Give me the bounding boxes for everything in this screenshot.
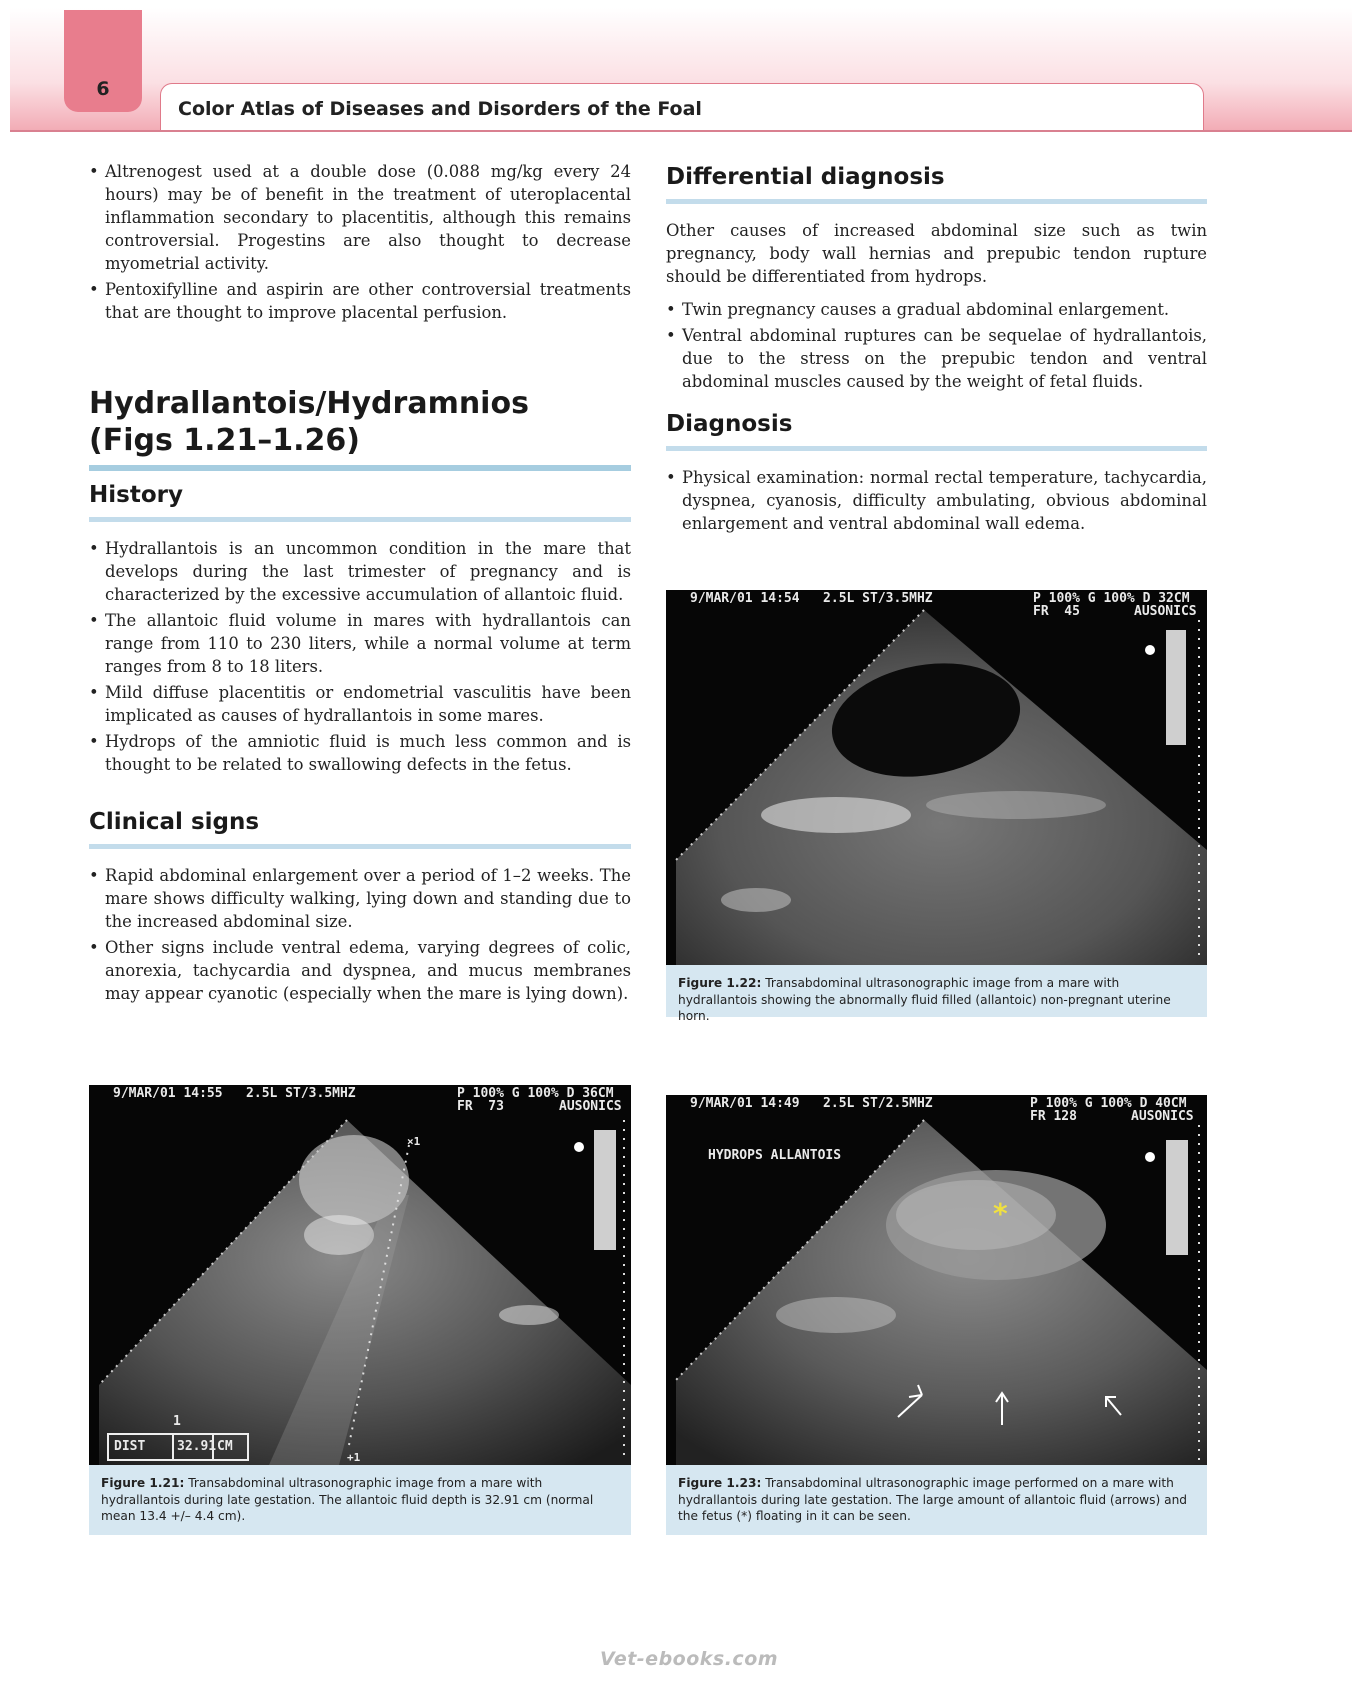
differential-paragraph: Other causes of increased abdominal size such as twin pregnancy, body wall hernias and prepubic tendon rupture should be differentiated from hydrops. [666, 221, 1207, 286]
section-title-line2: (Figs 1.21–1.26) [89, 423, 361, 458]
history-heading: History [89, 482, 183, 508]
list-item: • Physical examination: normal rectal temperature, tachycardia, dyspnea, cyanosis, difficulty ambulating, obvious abdominal enlargement and ventral abdominal wall edema. [666, 468, 1207, 533]
caption-text: Transabdominal ultrasonographic image from a mare with hydrallantois during late gestation. The allantoic fluid depth is 32.91 cm (normal mean 13.4 +/– 4.4 cm). [101, 1476, 594, 1523]
caption-label: Figure 1.21: [101, 1476, 185, 1490]
differential-heading: Differential diagnosis [666, 164, 945, 190]
ultrasound-overlay-right-1: P 100% G 100% D 36CM [457, 1086, 614, 1101]
list-item: • Rapid abdominal enlargement over a period of 1–2 weeks. The mare shows difficulty walking, lying down and standing due to the increased abdominal size. [89, 866, 631, 931]
measurement-marker-bottom: +1 [347, 1451, 361, 1464]
list-item: • Mild diffuse placentitis or endometrial vasculitis have been implicated as causes of hydrallantois in some mares. [89, 683, 631, 725]
list-item: • Altrenogest used at a double dose (0.088 mg/kg every 24 hours) may be of benefit in the treatment of uteroplacental inflammation secondary to placentitis, although this remains controversial. Progestins are also thought to decrease myometrial activity. [89, 162, 631, 273]
figure-1-21-image [89, 1085, 631, 1465]
list-item: • Other signs include ventral edema, varying degrees of colic, anorexia, tachycardia and dyspnea, and mucus membranes may appear cyanotic (especially when the mare is lying down). [89, 938, 631, 1003]
figure-1-23-image [666, 1095, 1207, 1465]
figure-1-21-caption [89, 1465, 631, 1535]
caption-text: Transabdominal ultrasonographic image from a mare with hydrallantois showing the abnormally fluid filled (allantoic) non-pregnant uterine horn. [678, 976, 1171, 1023]
ultrasound-overlay-right-2a: FR 45 [1033, 604, 1080, 619]
figure-1-22-image [666, 590, 1207, 965]
ultrasound-overlay-right-2b: AUSONICS [559, 1099, 622, 1114]
differential-bullet-list [666, 298, 1207, 393]
header-rule [10, 130, 1352, 132]
measurement-marker-number: 1 [173, 1414, 181, 1429]
ultrasound-overlay-left: 9/MAR/01 14:49 2.5L ST/2.5MHZ [690, 1096, 933, 1111]
list-item: • The allantoic fluid volume in mares with hydrallantois can range from 110 to 230 liters, while a normal volume at term ranges from 8 to 18 liters. [89, 611, 631, 676]
dist-unit: CM [217, 1439, 233, 1454]
ultrasound-overlay-right-1: P 100% G 100% D 40CM [1030, 1096, 1187, 1111]
dist-label: DIST [114, 1439, 146, 1454]
diagnosis-bullet-list [666, 466, 1207, 535]
list-item: • Ventral abdominal ruptures can be sequelae of hydrallantois, due to the stress on the prepubic tendon and ventral abdominal muscles caused by the weight of fetal fluids. [666, 326, 1207, 391]
figure-1-22-caption [666, 965, 1207, 1023]
caption-text: Transabdominal ultrasonographic image performed on a mare with hydrallantois during late gestation. The large amount of allantoic fluid (arrows) and the fetus (*) floating in it can be seen. [678, 1476, 1188, 1523]
diagnosis-heading: Diagnosis [666, 411, 793, 437]
section-title-line1: Hydrallantois/Hydramnios [89, 386, 529, 421]
section-title [89, 385, 631, 471]
ultrasound-scan [89, 1085, 631, 1465]
fetus-asterisk: * [993, 1197, 1008, 1230]
ultrasound-scan [666, 590, 1207, 965]
dist-value: 32.91 [177, 1439, 217, 1454]
caption-label: Figure 1.23: [678, 1476, 762, 1490]
list-item: • Twin pregnancy causes a gradual abdominal enlargement. [666, 300, 1170, 319]
differential-section [666, 163, 1207, 396]
section-title-rule [89, 465, 631, 471]
ultrasound-overlay-left: 9/MAR/01 14:55 2.5L ST/3.5MHZ [113, 1086, 356, 1101]
diagnosis-rule [666, 446, 1207, 451]
ultrasound-overlay-right-2b: AUSONICS [1134, 604, 1197, 619]
history-bullet-list [89, 537, 631, 776]
hydrops-allantois-label: HYDROPS ALLANTOIS [708, 1148, 842, 1163]
clinical-signs-section [89, 808, 631, 1008]
clinical-signs-heading: Clinical signs [89, 809, 260, 835]
ultrasound-overlay-right-2a: FR 128 [1030, 1109, 1077, 1124]
watermark: Vet-ebooks.com [600, 1648, 779, 1670]
list-item: • Hydrops of the amniotic fluid is much less common and is thought to be related to swallowing defects in the fetus. [89, 732, 631, 774]
clinical-signs-rule [89, 844, 631, 849]
clinical-signs-bullet-list [89, 864, 631, 1005]
ultrasound-overlay-right-1: P 100% G 100% D 32CM [1033, 591, 1190, 606]
running-title: Color Atlas of Diseases and Disorders of the Foal [178, 98, 702, 120]
diagnosis-section [666, 410, 1207, 538]
ultrasound-overlay-left: 9/MAR/01 14:54 2.5L ST/3.5MHZ [690, 591, 933, 606]
ultrasound-overlay-right-2b: AUSONICS [1131, 1109, 1194, 1124]
list-item: • Pentoxifylline and aspirin are other controversial treatments that are thought to improve placental perfusion. [89, 280, 631, 322]
page-number: 6 [96, 78, 110, 100]
history-rule [89, 517, 631, 522]
ultrasound-overlay-right-2a: FR 73 [457, 1099, 504, 1114]
figure-1-23-caption [666, 1465, 1207, 1535]
list-item: • Hydrallantois is an uncommon condition in the mare that develops during the last trimester of pregnancy and is characterized by the excessive accumulation of allantoic fluid. [89, 539, 631, 604]
measurement-marker-top: ×1 [407, 1135, 421, 1148]
caption-label: Figure 1.22: [678, 976, 762, 990]
history-section [89, 481, 631, 779]
left-column [89, 160, 631, 327]
differential-rule [666, 199, 1207, 204]
intro-bullet-list [89, 160, 631, 324]
